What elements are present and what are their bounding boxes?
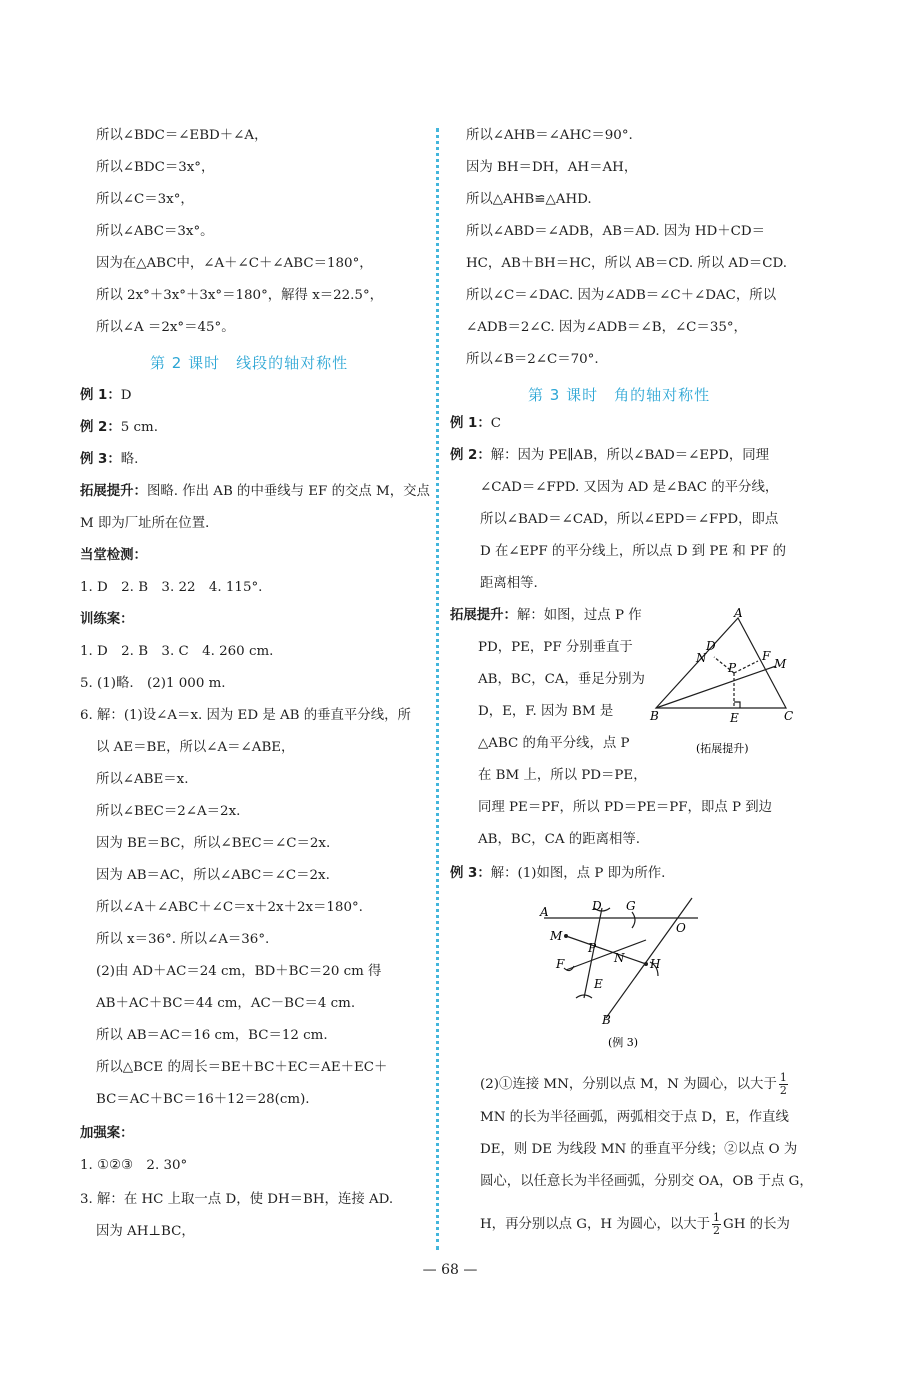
q3-line: 3. 解：在 HC 上取一点 D，使 DH＝BH，连接 AD.	[80, 1192, 394, 1207]
q6-line: 所以∠A＋∠ABC＋∠C＝x＋2x＋2x＝180°.	[96, 900, 363, 915]
check-heading: 当堂检测：	[80, 548, 147, 563]
q6-line: 所以∠BEC＝2∠A＝2x.	[96, 804, 241, 819]
page-number: — 68 —	[422, 1262, 478, 1278]
r-extension-line: PD，PE，PF 分别垂直于	[478, 640, 633, 655]
fig1-label-d: D	[706, 639, 716, 653]
right-line: 所以∠C＝∠DAC. 因为∠ADB＝∠C＋∠DAC，所以	[466, 288, 777, 303]
right-line: 所以∠ABD＝∠ADB，AB＝AD. 因为 HD＋CD＝	[466, 224, 766, 239]
r-example-2-line: ∠CAD＝∠FPD. 又因为 AD 是∠BAC 的平分线，	[480, 480, 779, 495]
right-line: HC，AB＋BH＝HC，所以 AB＝CD. 所以 AD＝CD.	[466, 256, 787, 271]
r-extension-line: 同理 PE＝PF，所以 PD＝PE＝PF，即点 P 到边	[478, 800, 773, 815]
fig2-label-p: P	[588, 941, 597, 955]
fig2-label-e: E	[594, 977, 603, 991]
fig2-label-d: D	[592, 899, 602, 913]
example-2-answer: 例 2：5 cm.	[80, 420, 158, 435]
fig1-caption: (拓展提升)	[696, 742, 749, 755]
check-answers: 1. D 2. B 3. 22 4. 115°.	[80, 580, 263, 595]
r-example-3-line: MN 的长为半径画弧，两弧相交于点 D，E，作直线	[480, 1110, 789, 1125]
fraction-half: $\frac{1}{2}$	[713, 1211, 721, 1237]
example-3-answer: 例 3：略.	[80, 452, 139, 467]
fig2-caption: (例 3)	[608, 1036, 639, 1049]
left-line: 所以 2x°＋3x°＋3x°＝180°，解得 x＝22.5°，	[96, 288, 384, 303]
fig2-label-h: H	[650, 957, 661, 971]
example-1-answer: 例 1：D	[80, 388, 132, 403]
fig2-label-g: G	[626, 899, 636, 913]
r-example-3-line: 圆心，以任意长为半径画弧，分别交 OA，OB 于点 G，	[480, 1174, 813, 1189]
q6-line: 所以 x＝36°. 所以∠A＝36°.	[96, 932, 270, 947]
fig2-label-b: B	[602, 1013, 611, 1027]
r-example-1-answer: 例 1：C	[450, 416, 502, 431]
fig2-label-o: O	[676, 921, 686, 935]
triangle-figure	[640, 604, 810, 760]
r-extension-line: △ABC 的角平分线，点 P	[478, 736, 630, 751]
right-line: ∠ADB＝2∠C. 因为∠ADB＝∠B，∠C＝35°，	[466, 320, 747, 335]
q6-line: AB＋AC＋BC＝44 cm，AC－BC＝4 cm.	[96, 996, 356, 1011]
fig1-label-a: A	[734, 606, 743, 620]
extension-answer: 拓展提升：图略. 作出 AB 的中垂线与 EF 的交点 M，交点	[80, 484, 430, 499]
q6-line: 所以∠ABE＝x.	[96, 772, 189, 787]
fig1-label-e: E	[730, 711, 739, 725]
column-divider	[436, 128, 439, 1250]
q6-line: BC＝AC＋BC＝16＋12＝28(cm).	[96, 1092, 310, 1107]
r-example-2-line: D 在∠EPF 的平分线上，所以点 D 到 PE 和 PF 的	[480, 544, 786, 559]
q6-line: 所以△BCE 的周长＝BE＋BC＋EC＝AE＋EC＋	[96, 1060, 388, 1075]
r-extension-line: D，E，F. 因为 BM 是	[478, 704, 614, 719]
section-title-lesson-2: 第 2 课时 线段的轴对称性	[150, 354, 349, 372]
left-line: 所以∠C＝3x°，	[96, 192, 194, 207]
section-title-lesson-3: 第 3 课时 角的轴对称性	[528, 386, 711, 404]
fig2-label-a: A	[540, 905, 549, 919]
train-answers: 1. D 2. B 3. C 4. 260 cm.	[80, 644, 274, 659]
r-example-2-line: 例 2：解：因为 PE∥AB，所以∠BAD＝∠EPD，同理	[450, 448, 770, 463]
q6-line: 6. 解：(1)设∠A＝x. 因为 ED 是 AB 的垂直平分线，所	[80, 708, 411, 723]
q3-line: 因为 AH⊥BC，	[96, 1224, 195, 1239]
left-line: 所以∠ABC＝3x°。	[96, 224, 214, 239]
construction-figure	[536, 894, 716, 1054]
q6-line: 所以 AB＝AC＝16 cm，BC＝12 cm.	[96, 1028, 328, 1043]
q6-line: (2)由 AD＋AC＝24 cm，BD＋BC＝20 cm 得	[96, 964, 382, 979]
train-heading: 训练案：	[80, 612, 134, 627]
left-line: 所以∠BDC＝3x°，	[96, 160, 215, 175]
r-extension-line: AB，BC，CA 的距离相等.	[478, 832, 641, 847]
r-example-2-line: 所以∠BAD＝∠CAD，所以∠EPD＝∠FPD，即点	[480, 512, 779, 527]
fig2-label-m: M	[550, 929, 563, 943]
fraction-half: $\frac{1}{2}$	[779, 1071, 787, 1097]
right-line: 所以△AHB≌△AHD.	[466, 192, 592, 207]
right-line: 所以∠AHB＝∠AHC＝90°.	[466, 128, 633, 143]
fig1-label-n: N	[696, 651, 707, 665]
r-example-3-part2: (2)①连接 MN，分别以点 M，N 为圆心，以大于 $\frac{1}{2}$	[480, 1071, 787, 1097]
fig1-label-b: B	[650, 709, 659, 723]
fig1-label-c: C	[784, 709, 794, 723]
fig1-label-m: M	[774, 657, 787, 671]
left-line: 因为在△ABC中，∠A＋∠C＋∠ABC＝180°，	[96, 256, 373, 271]
q6-line: 以 AE＝BE，所以∠A＝∠ABE，	[96, 740, 295, 755]
left-line: 所以∠A ＝2x°＝45°。	[96, 320, 235, 335]
r-extension-line: AB，BC，CA，垂足分别为	[478, 672, 645, 687]
q6-line: 因为 AB＝AC，所以∠ABC＝∠C＝2x.	[96, 868, 330, 883]
r-example-2-line: 距离相等.	[480, 576, 538, 591]
right-line: 所以∠B＝2∠C＝70°.	[466, 352, 599, 367]
strengthen-heading: 加强案：	[80, 1126, 134, 1141]
strengthen-answers: 1. ①②③ 2. 30°	[80, 1158, 188, 1173]
fig1-label-f: F	[762, 649, 771, 663]
left-line: 所以∠BDC＝∠EBD＋∠A，	[96, 128, 268, 143]
r-extension-line: 在 BM 上，所以 PD＝PE，	[478, 768, 647, 783]
r-example-3-line: 例 3：解：(1)如图，点 P 即为所作.	[450, 866, 666, 881]
fig2-label-n: N	[614, 951, 625, 965]
right-line: 因为 BH＝DH，AH＝AH，	[466, 160, 638, 175]
r-extension-line: 拓展提升：解：如图，过点 P 作	[450, 608, 642, 623]
r-example-3-line: DE，则 DE 为线段 MN 的垂直平分线；②以点 O 为	[480, 1142, 798, 1157]
extension-answer-cont: M 即为厂址所在位置．	[80, 516, 219, 531]
fig1-label-p: P	[728, 661, 737, 675]
r-example-3-last: H，再分别以点 G，H 为圆心，以大于 $\frac{1}{2}$ GH 的长为	[480, 1211, 790, 1237]
fig2-label-f: F	[556, 957, 565, 971]
train-q5: 5. (1)略. (2)1 000 m.	[80, 676, 226, 691]
q6-line: 因为 BE＝BC，所以∠BEC＝∠C＝2x.	[96, 836, 331, 851]
